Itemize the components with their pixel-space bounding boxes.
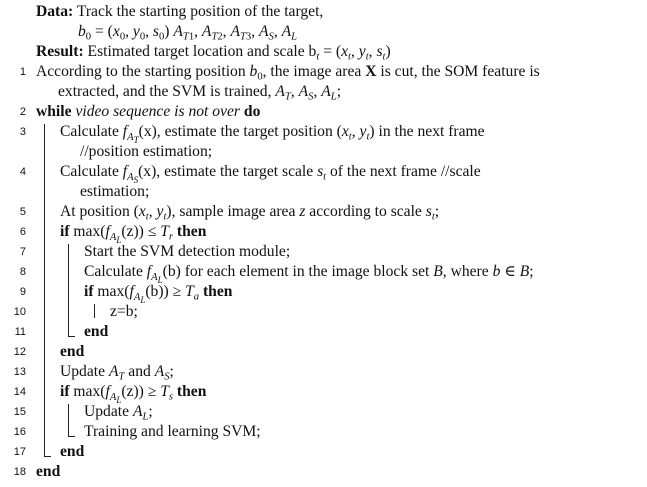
algorithm-line-4-cont: estimation; [80,183,150,200]
data-label: Data: [36,3,74,20]
line-number: 1 [19,66,26,78]
result-label: Result: [36,43,84,60]
line-number: 3 [19,126,26,138]
if-block-hook-outer [68,336,75,337]
line-number: 7 [19,246,26,258]
line-17-text: end [60,443,85,460]
line-number: 8 [19,266,26,278]
line-number: 10 [13,306,26,318]
line-11-text: end [84,323,109,340]
line-number: 12 [13,346,26,358]
line-number: 9 [19,286,26,298]
line-number: 15 [13,406,26,418]
line-number: 6 [19,226,26,238]
line-number: 5 [19,206,26,218]
line-18-text: end [36,463,61,480]
line-number: 17 [13,446,26,458]
line-number: 13 [13,366,26,378]
line-number: 11 [14,326,26,338]
while-block-rule [44,124,45,456]
line-number: 18 [13,466,26,478]
line-12-text: end [60,343,85,360]
algorithm-line-1-cont: extracted, and the SVM is trained, $A_T$, $A_S$, $A_L$; [58,83,342,103]
line-7-text: Start the SVM detection module; [84,243,291,260]
if-block-rule-inner [94,304,95,318]
algorithm-line-3-cont: //position estimation; [80,143,213,160]
line-number: 14 [13,386,26,398]
line-number: 16 [13,426,26,438]
data-line-2: $b_0 = (x_0$, $y_0$, $s_0$) $A_{T1}$, $A_{T2}$, $A_{T3}$, $A_S$, $A_L$ [78,23,298,43]
line-number: 2 [19,106,26,118]
if-block-rule-update [68,404,69,436]
while-block-hook [44,456,51,457]
data-line [36,2,323,22]
result-line: Result: Estimated target location and scale $b_t = (x_t$, $y_t$, $s_t$) [36,43,391,63]
if-block-rule-outer [68,244,69,336]
if-block-hook-update [68,436,75,437]
line-number: 4 [19,166,26,178]
line-16-text: Training and learning SVM; [84,423,261,440]
line-10-text: z=b; [110,303,138,320]
data-text-1: Track the starting position of the target, [76,3,324,20]
